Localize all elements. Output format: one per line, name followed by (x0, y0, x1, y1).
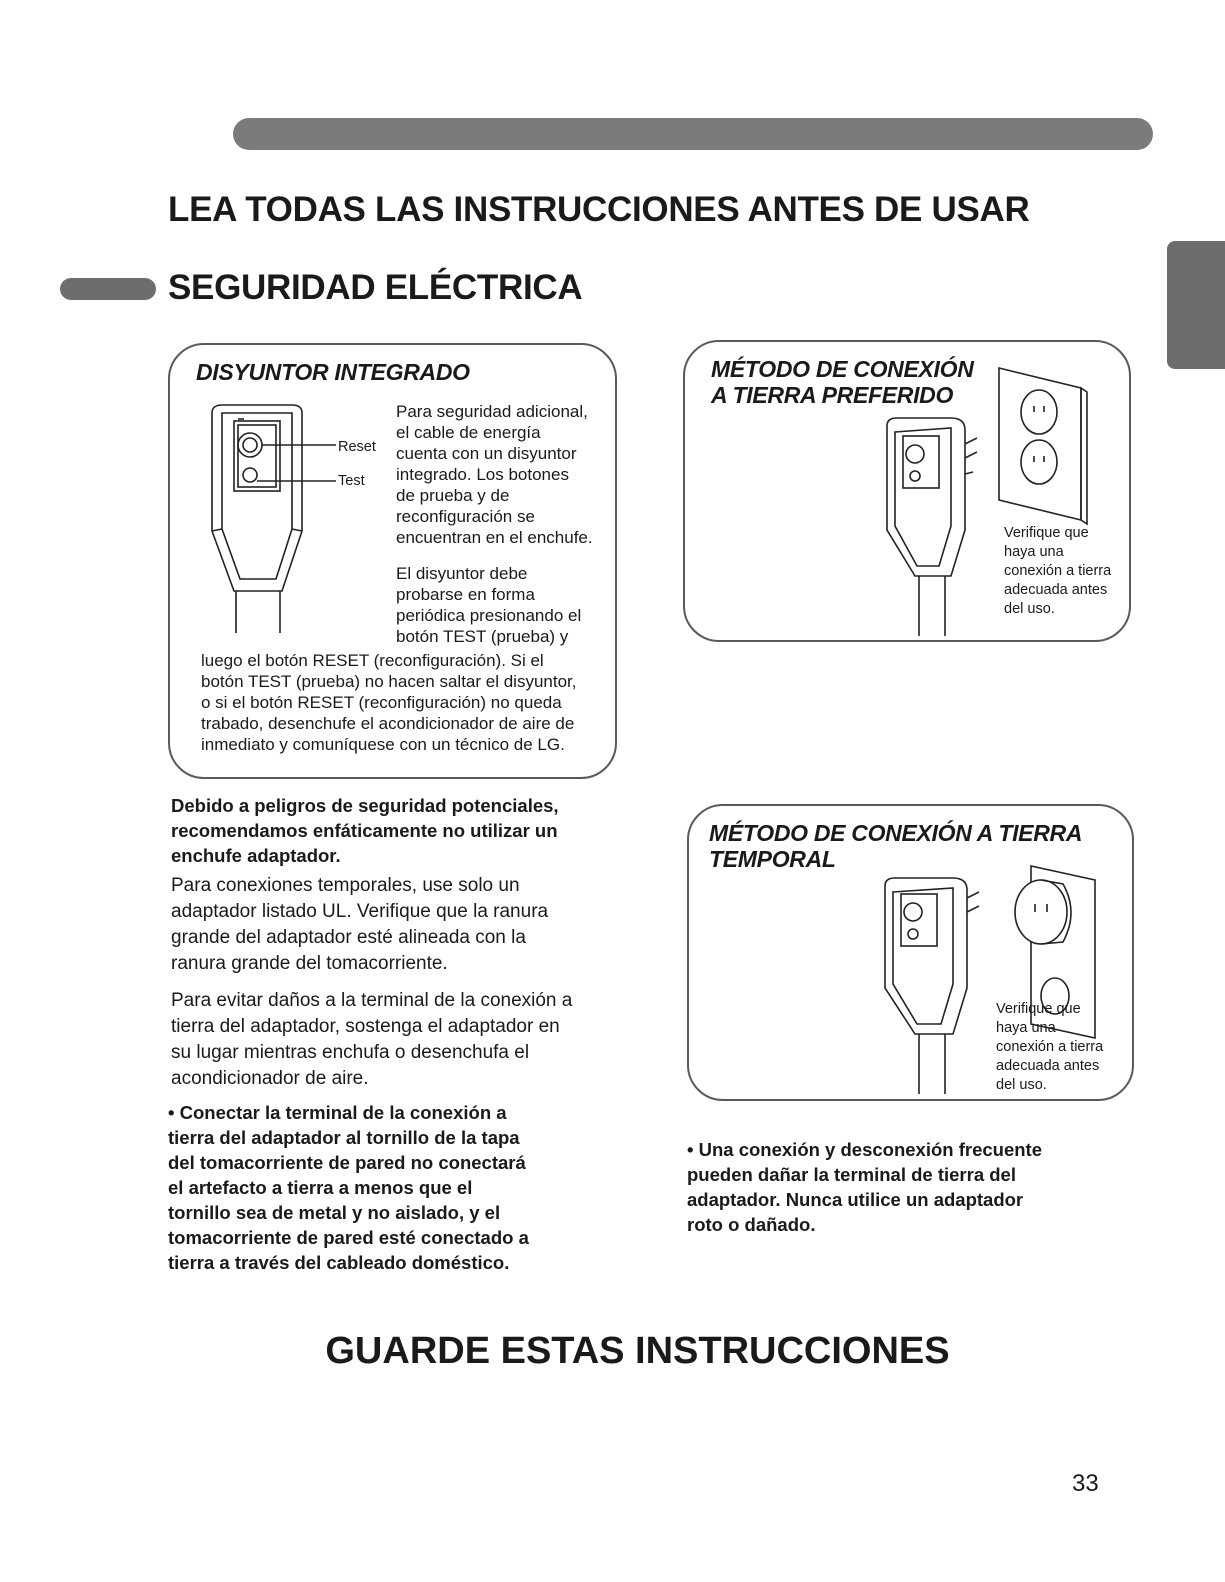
adapter-warning: Debido a peligros de seguridad potenciales, recomendamos enfáticamente no utilizar un enchufe adaptador. (171, 795, 559, 866)
temporary-grounding-box (687, 804, 1134, 1101)
breaker-plug-illustration (192, 401, 382, 641)
reset-label: Reset (338, 439, 376, 455)
preferred-grounding-box (683, 340, 1131, 642)
temporary-caption: Verifique que haya una conexión a tierra adecuada antes del uso. (996, 1001, 1104, 1093)
section-title: SEGURIDAD ELÉCTRICA (168, 268, 583, 307)
test-label: Test (338, 473, 365, 489)
breaker-warning-text: luego el botón RESET (reconfiguración). Si el botón TEST (prueba) no hacen saltar el disyuntor, o si el botón RESET (reconfiguración) no queda trabado, desenchufe el acondicionador de aire de inmediato y comuníquese con un técnico de LG. (201, 651, 577, 754)
save-instructions-title: GUARDE ESTAS INSTRUCCIONES (325, 1330, 950, 1372)
frequent-connection-bullet: • Una conexión y desconexión frecuente pueden dañar la terminal de tierra del adaptador. Nunca utilice un adaptador roto o dañado. (687, 1139, 1042, 1235)
preferred-box-title: MÉTODO DE CONEXIÓN A TIERRA PREFERIDO (711, 356, 974, 408)
temporary-box-title: MÉTODO DE CONEXIÓN A TIERRA TEMPORAL (709, 820, 1083, 872)
page-title: LEA TODAS LAS INSTRUCCIONES ANTES DE USAR (168, 190, 1030, 229)
breaker-box-title: DISYUNTOR INTEGRADO (196, 359, 470, 385)
breaker-box (168, 343, 617, 779)
section-side-tab (1167, 241, 1225, 369)
breaker-intro-text: Para seguridad adicional, el cable de energía cuenta con un disyuntor integrado. Los botones de prueba y de reconfiguración se encuentran en el enchufe. (396, 402, 593, 547)
breaker-test-text: El disyuntor debe probarse en forma periódica presionando el botón TEST (prueba) y (396, 564, 582, 646)
header-bar (233, 118, 1153, 150)
preferred-caption: Verifique que haya una conexión a tierra adecuada antes del uso. (1004, 525, 1112, 617)
adapter-damage-text: Para evitar daños a la terminal de la conexión a tierra del adaptador, sostenga el adaptador en su lugar mientras enchufa o desenchufa el acondicionador de aire. (171, 990, 573, 1089)
section-marker (60, 278, 156, 300)
page-number: 33 (1072, 1470, 1099, 1497)
grounding-screw-bullet: • Conectar la terminal de la conexión a tierra del adaptador al tornillo de la tapa del tomacorriente de pared no conectará el artefacto a tierra a menos que el tornillo sea de metal y no aislado, y el tomacorriente de pared esté conectado a tierra a través del cableado doméstico. (168, 1102, 529, 1273)
temporary-connection-text: Para conexiones temporales, use solo un adaptador listado UL. Verifique que la ranura grande del adaptador esté alineada con la ranura grande del tomacorriente. (171, 875, 549, 974)
